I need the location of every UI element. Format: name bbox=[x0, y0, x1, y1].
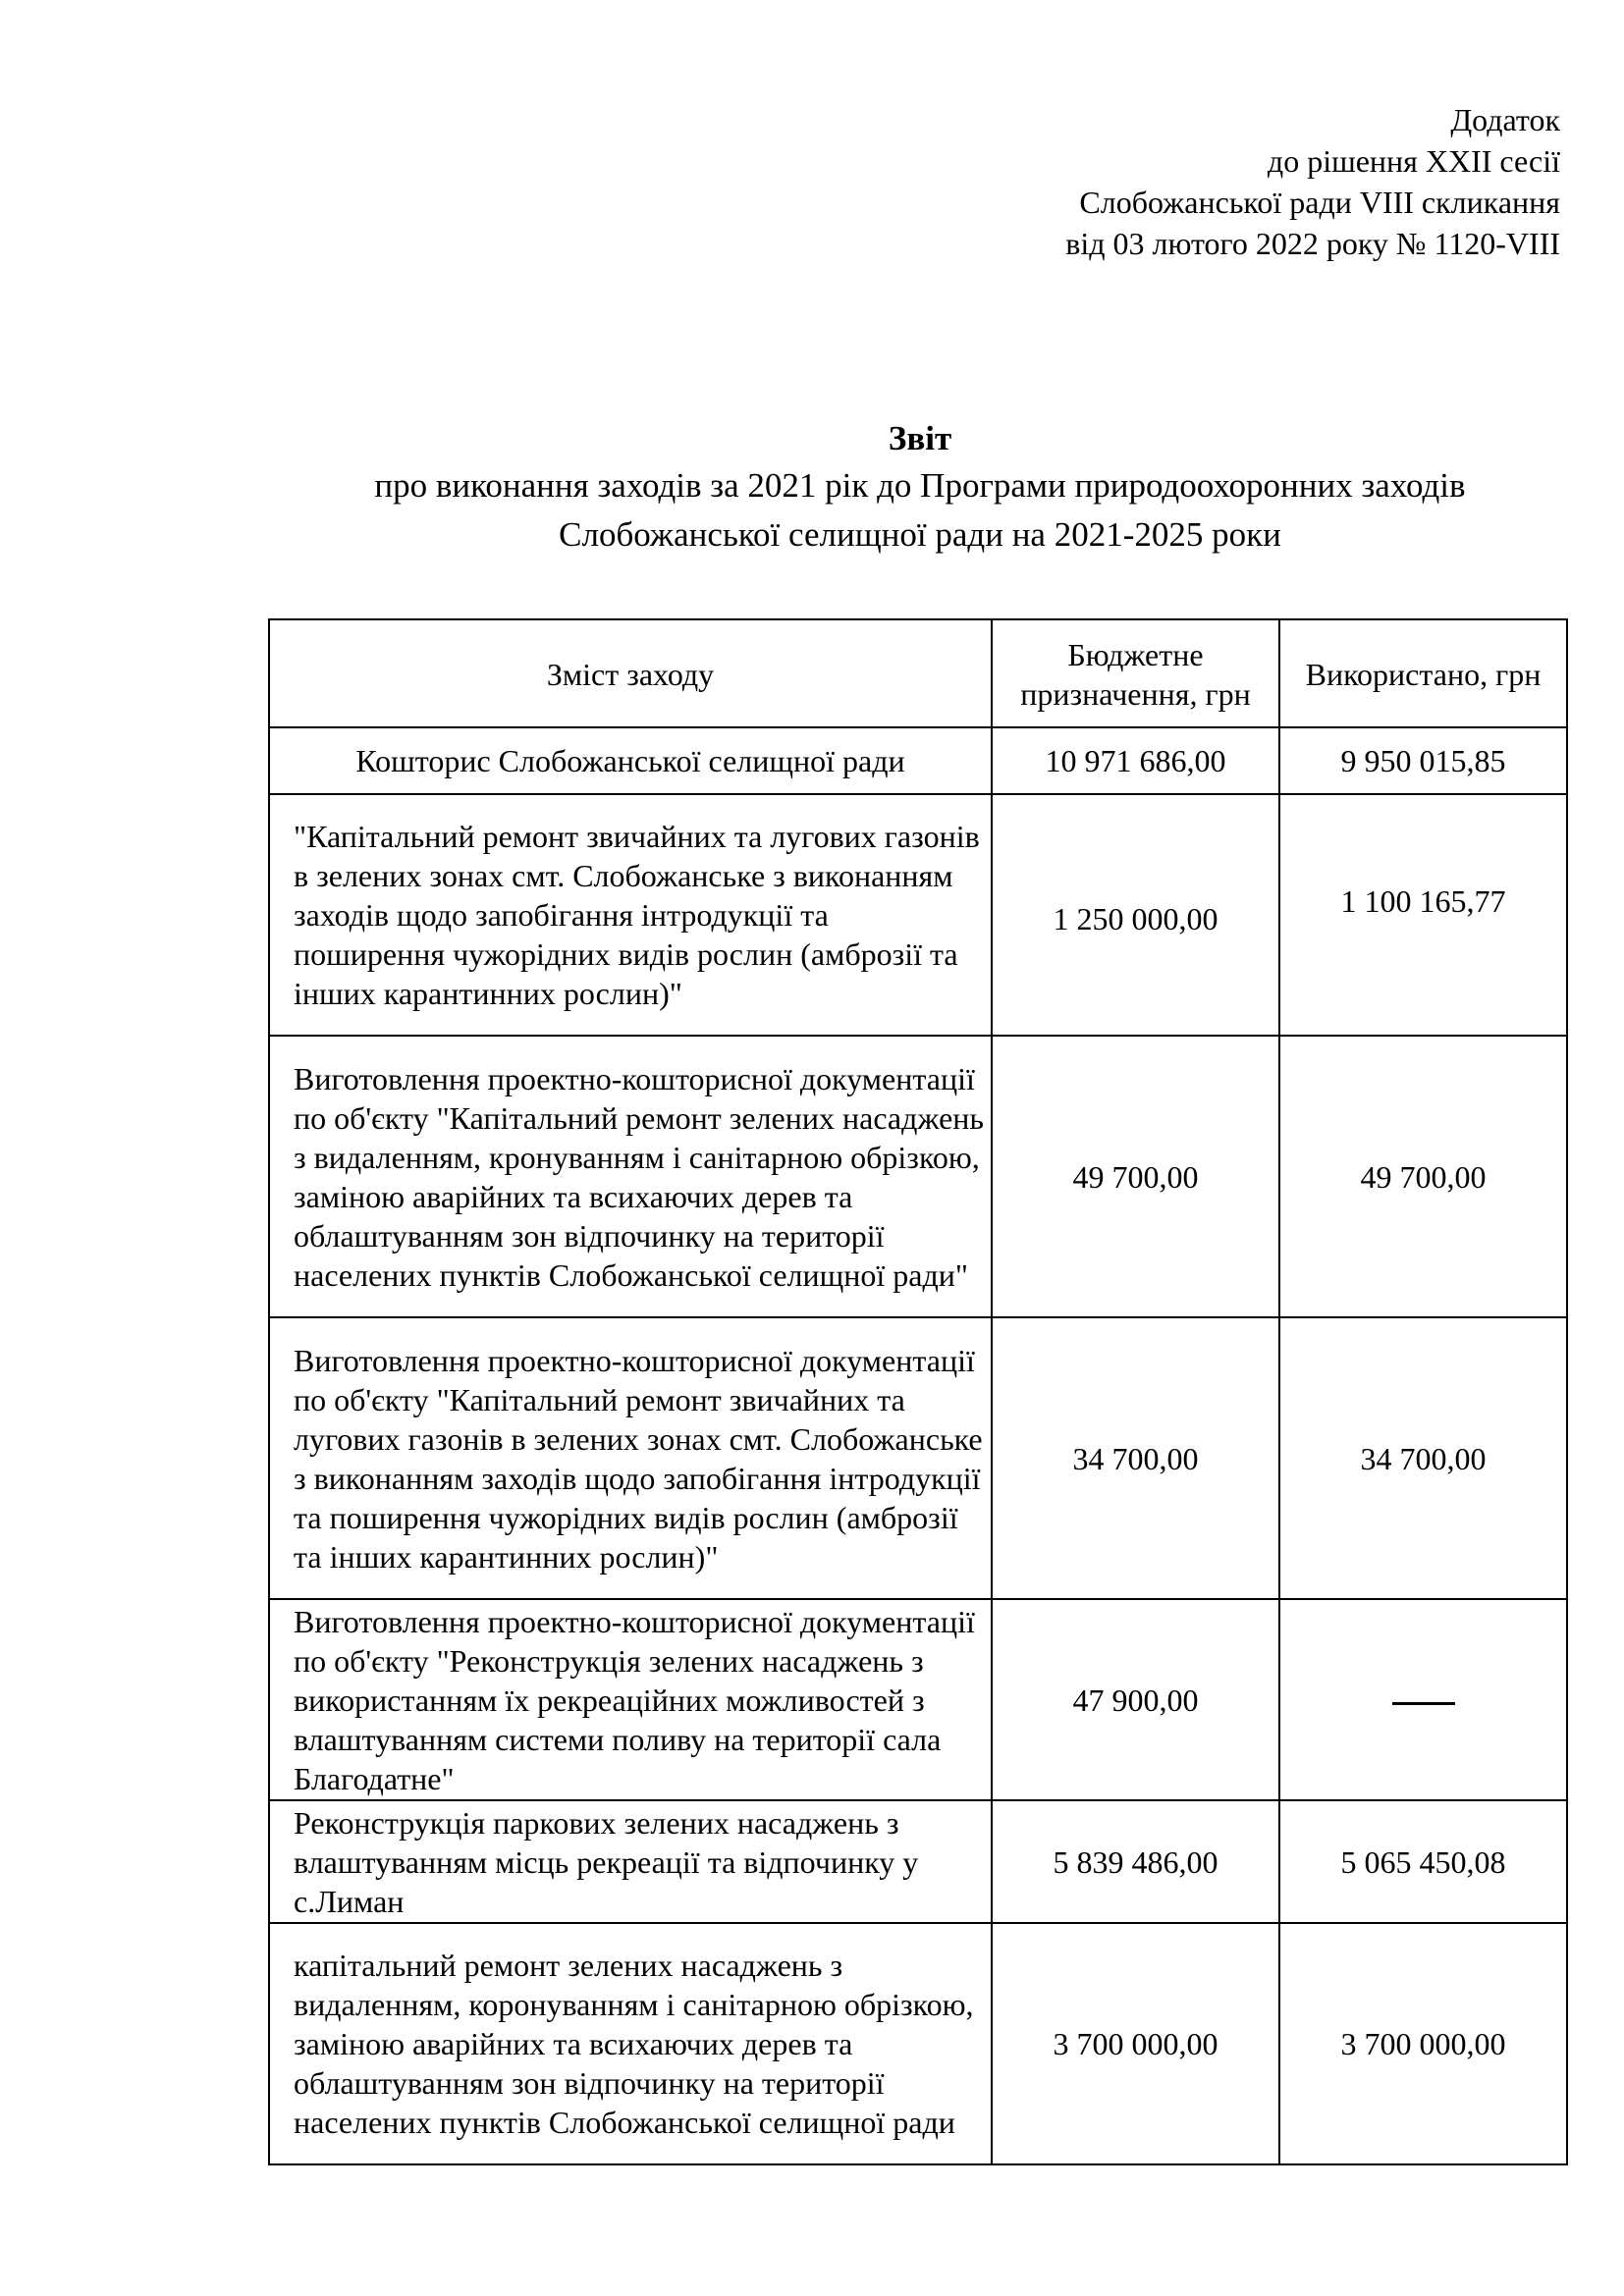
table-row bbox=[269, 1317, 1567, 1599]
row-description: "Капітальний ремонт звичайних та лугових газонів в зелених зонах смт. Слобожанське з виконанням заходів щодо запобігання інтродукції та поширення чужорідних видів рослин (амброзії та інших карантинних рослин)" bbox=[269, 794, 992, 1036]
row-description: Виготовлення проектно-кошторисної документації по об'єкту "Капітальний ремонт звичайних та лугових газонів в зелених зонах смт. Слобожанське з виконанням заходів щодо запобігання інтродукції та поширення чужорідних видів рослин (амброзії та інших карантинних рослин)" bbox=[269, 1317, 992, 1599]
report-subtitle-line-2: Слобожанської селищної ради на 2021-2025 роки bbox=[559, 515, 1281, 554]
annex-line-3: Слобожанської ради VIII скликання bbox=[1079, 185, 1560, 220]
table-row bbox=[269, 1923, 1567, 2164]
dash-line bbox=[1392, 1701, 1455, 1705]
title-block bbox=[0, 416, 1624, 560]
row-description: Виготовлення проектно-кошторисної документації по об'єкту "Реконструкція зелених насаджень з використанням їх рекреаційних можливостей з влаштуванням системи поливу на території сала Благодатне" bbox=[269, 1599, 992, 1800]
table-row bbox=[269, 1036, 1567, 1317]
table-total-row bbox=[269, 727, 1567, 794]
row-description: капітальний ремонт зелених насаджень з видаленням, коронуванням і санітарною обрізкою, заміною аварійних та всихаючих дерев та облаштуванням зон відпочинку на території населених пунктів Слобожанської селищної ради bbox=[269, 1923, 992, 2164]
table-header-row bbox=[269, 619, 1567, 727]
table-row bbox=[269, 1800, 1567, 1923]
row-description: Реконструкція паркових зелених насаджень з влаштуванням місць рекреації та відпочинку у с.Лиман bbox=[269, 1800, 992, 1923]
table-row bbox=[269, 794, 1567, 1036]
row-budget: 5 839 486,00 bbox=[992, 1800, 1279, 1923]
row-budget: 3 700 000,00 bbox=[992, 1923, 1279, 2164]
row-used-empty bbox=[1279, 1599, 1567, 1800]
total-used: 9 950 015,85 bbox=[1279, 727, 1567, 794]
row-budget: 47 900,00 bbox=[992, 1599, 1279, 1800]
annex-line-1: Додаток bbox=[1450, 102, 1560, 137]
total-budget: 10 971 686,00 bbox=[992, 727, 1279, 794]
table-row bbox=[269, 1599, 1567, 1800]
row-budget: 1 250 000,00 bbox=[992, 794, 1279, 1036]
header-used: Використано, грн bbox=[1279, 619, 1567, 727]
report-subtitle-line-1: про виконання заходів за 2021 рік до Програми природоохоронних заходів bbox=[374, 466, 1466, 505]
row-budget: 34 700,00 bbox=[992, 1317, 1279, 1599]
annex-line-4: від 03 лютого 2022 року № 1120-VIII bbox=[1065, 226, 1560, 261]
row-description: Виготовлення проектно-кошторисної документації по об'єкту "Капітальний ремонт зелених насаджень з видаленням, кронуванням і санітарною обрізкою, заміною аварійних та всихаючих дерев та облаштуванням зон відпочинку на території населених пунктів Слобожанської селищної ради" bbox=[269, 1036, 992, 1317]
row-used: 1 100 165,77 bbox=[1279, 794, 1567, 1036]
header-budget: Бюджетне призначення, грн bbox=[992, 619, 1279, 727]
row-used: 5 065 450,08 bbox=[1279, 1800, 1567, 1923]
total-label: Кошторис Слобожанської селищної ради bbox=[269, 727, 992, 794]
row-budget: 49 700,00 bbox=[992, 1036, 1279, 1317]
report-title: Звіт bbox=[888, 419, 952, 457]
row-used: 3 700 000,00 bbox=[1279, 1923, 1567, 2164]
row-used: 49 700,00 bbox=[1279, 1036, 1567, 1317]
header-content: Зміст заходу bbox=[269, 619, 992, 727]
row-used: 34 700,00 bbox=[1279, 1317, 1567, 1599]
annex-line-2: до рішення XXII сесії bbox=[1267, 143, 1560, 179]
annex-block bbox=[1065, 99, 1560, 264]
report-table bbox=[268, 618, 1568, 2165]
